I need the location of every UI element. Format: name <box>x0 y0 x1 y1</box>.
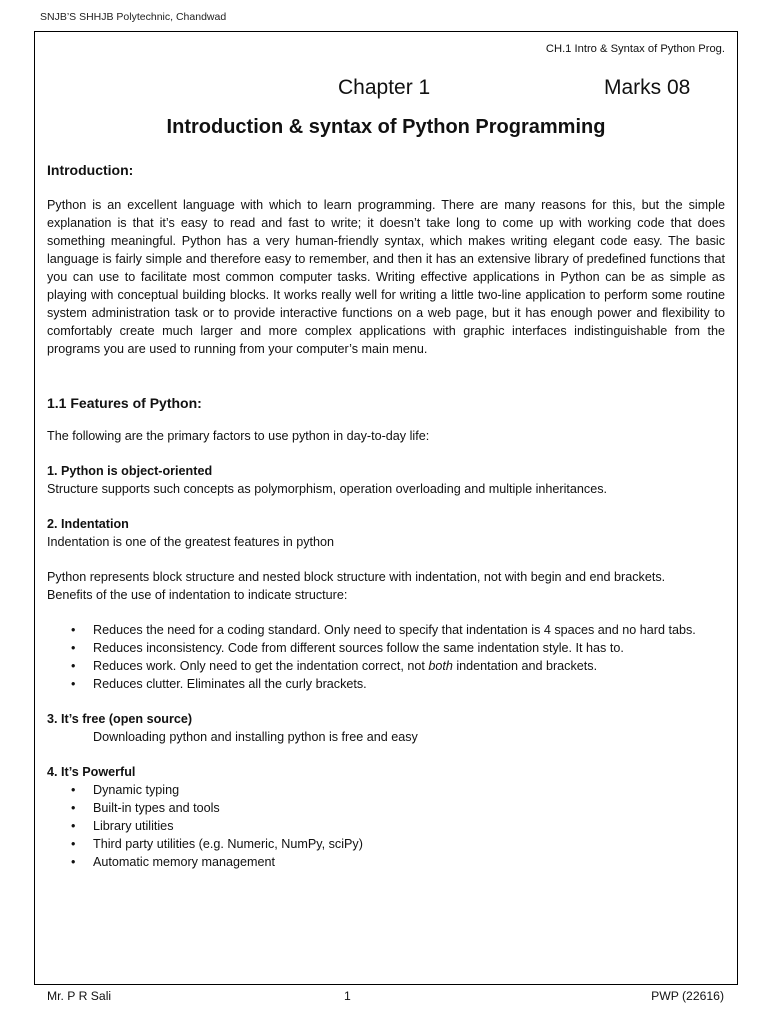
bullet-icon: • <box>71 623 76 637</box>
introduction-paragraph: Python is an excellent language with which to learn programming. There are many reasons for this, but the simple explanation is that it’s easy to read and fast to write; it doesn’t take long to come up with working code that does something meaningful. Python has a very human-friendly syntax, which makes writing elegant code easy. The basic language is fairly simple and therefore easy to remember, and then it has an extensive library of predefined functions that you can use to facilitate most common computer tasks. Writing effective applications in Python can be as simple as playing with conceptual building blocks. It works really well for writing a little two-line application to perform some routine system administration task or to provide interactive functions on a web page, but it has enough power and flexibility to comfortably create much larger and more complex applications with graphic interfaces indistinguishable from the programs you are used to running from your computer’s main menu. <box>47 198 725 356</box>
bullet-icon: • <box>71 641 76 655</box>
footer-course-code: PWP (22616) <box>651 989 724 1003</box>
chapter-reference: CH.1 Intro & Syntax of Python Prog. <box>545 43 725 55</box>
document-title: Introduction & syntax of Python Programming <box>166 116 606 138</box>
list-item <box>47 817 725 835</box>
indentation-paragraph: Python represents block structure and nested block structure with indentation, not with begin and end brackets. <box>47 570 666 584</box>
features-lead: The following are the primary factors to use python in day-to-day life: <box>47 429 430 443</box>
footer-page-number: 1 <box>344 989 351 1003</box>
bullet-icon: • <box>71 801 76 815</box>
list-item-text: Reduces clutter. Eliminates all the curly brackets. <box>93 677 367 691</box>
list-item-text: Reduces inconsistency. Code from different sources follow the same indentation style. It has to. <box>93 641 624 655</box>
bullet-icon: • <box>71 659 76 673</box>
page-content <box>47 31 725 871</box>
list-item-text: Automatic memory management <box>93 855 275 869</box>
list-item <box>47 781 725 799</box>
powerful-list <box>47 781 725 871</box>
bullet-icon: • <box>71 837 76 851</box>
list-item-text: Library utilities <box>93 819 174 833</box>
feature-2-title: 2. Indentation <box>47 517 129 531</box>
features-heading: 1.1 Features of Python: <box>47 395 202 411</box>
list-item-emphasis: both <box>428 659 453 673</box>
feature-1-title: 1. Python is object-oriented <box>47 464 213 478</box>
benefits-list <box>47 621 725 693</box>
list-item <box>47 621 725 639</box>
marks-label: Marks 08 <box>604 76 691 99</box>
bullet-icon: • <box>71 677 76 691</box>
feature-1-body: Structure supports such concepts as polymorphism, operation overloading and multiple inheritances. <box>47 482 608 496</box>
list-item <box>47 799 725 817</box>
list-item-text-end: indentation and brackets. <box>452 659 598 673</box>
institution-header: SNJB’S SHHJB Polytechnic, Chandwad <box>40 11 227 23</box>
benefits-lead: Benefits of the use of indentation to indicate structure: <box>47 588 348 602</box>
feature-2-body: Indentation is one of the greatest features in python <box>47 535 335 549</box>
bullet-icon: • <box>71 855 76 869</box>
list-item <box>47 853 725 871</box>
list-item-text: Dynamic typing <box>93 783 180 797</box>
chapter-row <box>47 71 725 105</box>
list-item-text: Built-in types and tools <box>93 801 220 815</box>
list-item-text-start: Reduces work. Only need to get the indentation correct, not <box>93 659 429 673</box>
bullet-icon: • <box>71 819 76 833</box>
list-item <box>47 835 725 853</box>
feature-4-title: 4. It’s Powerful <box>47 765 136 779</box>
chapter-label: Chapter 1 <box>338 76 431 99</box>
introduction-heading: Introduction: <box>47 162 134 178</box>
feature-3-title: 3. It’s free (open source) <box>47 712 193 726</box>
list-item-text: Reduces the need for a coding standard. Only need to specify that indentation is 4 spaces and no hard tabs. <box>93 623 696 637</box>
list-item <box>47 675 725 693</box>
list-item <box>47 639 725 657</box>
footer-author: Mr. P R Sali <box>47 989 112 1003</box>
list-item <box>47 657 725 675</box>
feature-3-body: Downloading python and installing python is free and easy <box>93 730 418 744</box>
list-item-text: Third party utilities (e.g. Numeric, NumPy, sciPy) <box>93 837 363 851</box>
bullet-icon: • <box>71 783 76 797</box>
